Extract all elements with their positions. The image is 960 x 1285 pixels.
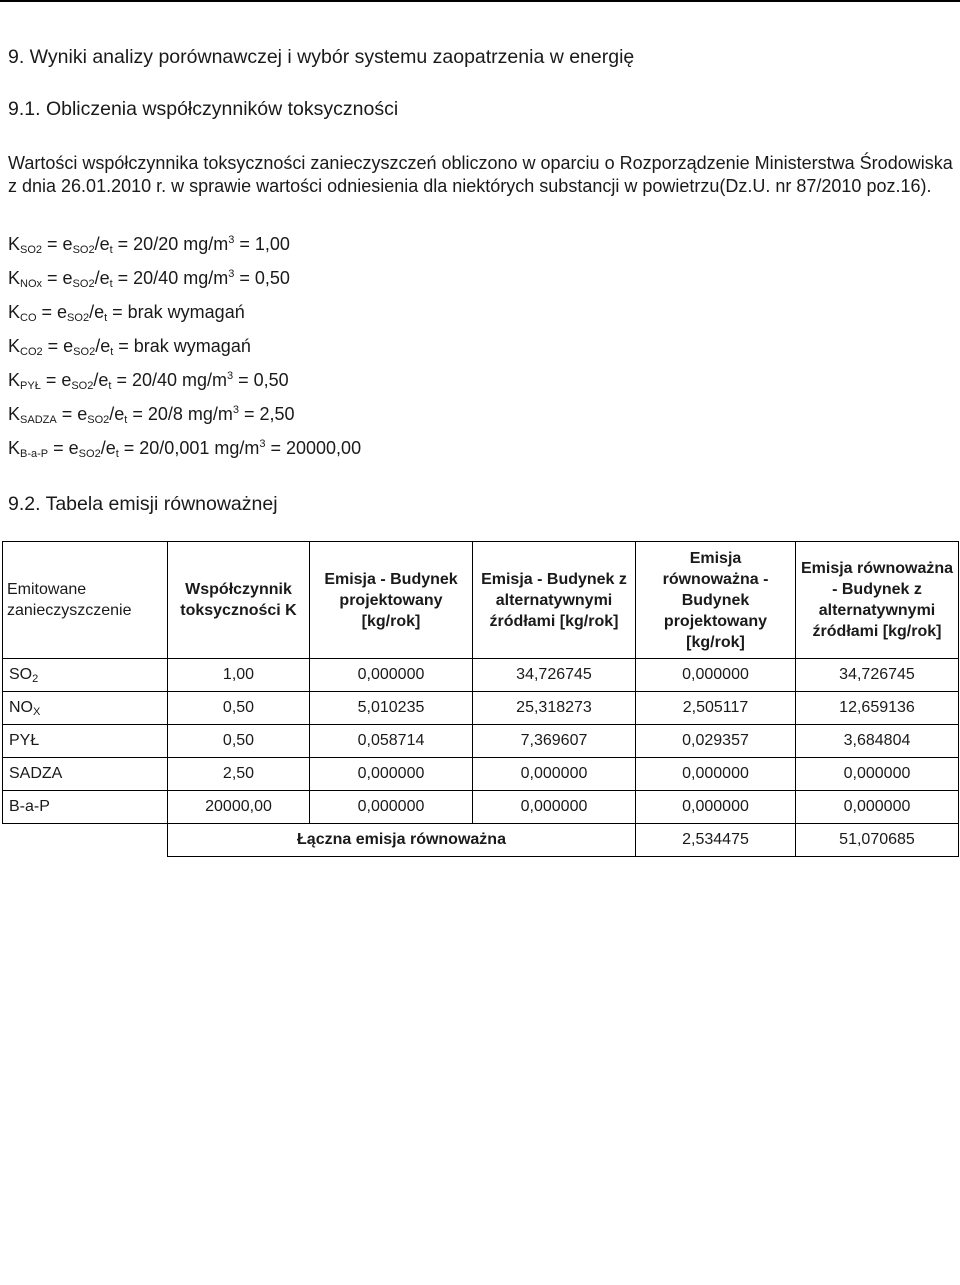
table-row [3, 758, 959, 791]
header-equivalent-designed: Emisja równoważna - Budynek projektowany [kg/rok] [636, 542, 796, 659]
formula-eq: = [42, 336, 64, 356]
formula-t-subscript: t [110, 346, 114, 358]
formula-eq2: = [111, 370, 132, 390]
formula-t-subscript: t [124, 414, 128, 426]
pollutant-name [3, 692, 168, 725]
formula-e-subscript: SO2 [72, 244, 95, 256]
formula-eq2: = [127, 404, 148, 424]
table-row [3, 791, 959, 824]
table-cell: 0,029357 [636, 725, 796, 758]
table-cell: 1,00 [168, 659, 310, 692]
formula-e-subscript: SO2 [72, 278, 95, 290]
table-cell: 0,000000 [310, 758, 473, 791]
pollutant-label: SO [9, 666, 33, 683]
total-row [3, 824, 959, 857]
emission-table [2, 541, 959, 857]
formula-slash: /e [89, 302, 105, 322]
table-cell: 2,50 [168, 758, 310, 791]
pollutant-label: NO [9, 699, 33, 716]
section-heading: 9. Wyniki analizy porównawczej i wybór systemu zaopatrzenia w energię [8, 46, 635, 68]
formula-k-subscript: SADZA [20, 414, 57, 426]
subsection-heading-toxicity: 9.1. Obliczenia współczynników toksyczności [8, 98, 399, 120]
formula-k-subscript: B-a-P [20, 448, 49, 460]
formula-line [8, 302, 245, 323]
pollutant-name [3, 725, 168, 758]
formula-line [8, 438, 361, 459]
formula-rhs: 20/8 mg/m [147, 404, 233, 424]
formula-line [8, 268, 290, 289]
table-cell: 0,000000 [636, 791, 796, 824]
formula-e-subscript: SO2 [67, 312, 90, 324]
formula-eq: = [36, 302, 58, 322]
formula-eq2: = [118, 438, 140, 458]
formula-t-subscript: t [108, 380, 112, 392]
formula-eq: = [40, 370, 62, 390]
table-cell: 7,369607 [473, 725, 636, 758]
formula-t-subscript: t [109, 278, 113, 290]
formula-k: K [8, 370, 21, 390]
intro-paragraph: Wartości współczynnika toksyczności zanieczyszczeń obliczono w oparciu o Rozporządzenie Ministerstwa Środowiska z dnia 26.01.2010 r. w sprawie wartości odniesienia dla niektórych substancji w powietrzu(Dz.U. nr 87/2010 poz.16). [8, 153, 953, 196]
formula-slash: /e [94, 234, 110, 254]
formula-k-subscript: SO2 [20, 244, 43, 256]
formula-e: e [63, 336, 74, 356]
pollutant-name [3, 758, 168, 791]
header-toxicity-coefficient: Współczynnik toksyczności K [168, 542, 310, 659]
formula-e: e [62, 268, 73, 288]
formula-unit-exponent: 3 [232, 404, 240, 416]
formula-k: K [8, 234, 21, 254]
formula-k: K [8, 438, 21, 458]
formula-e: e [68, 438, 79, 458]
table-cell: 34,726745 [473, 659, 636, 692]
subsection-heading-emission-table: 9.2. Tabela emisji równoważnej [8, 493, 278, 515]
table-cell: 5,010235 [310, 692, 473, 725]
formula-eq: = [56, 404, 78, 424]
table-cell: 0,000000 [796, 791, 959, 824]
formula-eq: = [42, 268, 63, 288]
table-header-row [3, 542, 959, 659]
formula-rhs: 20/0,001 mg/m [139, 438, 260, 458]
formula-rhs: 20/40 mg/m [131, 370, 227, 390]
table-cell: 2,505117 [636, 692, 796, 725]
header-emission-designed: Emisja - Budynek projektowany [kg/rok] [310, 542, 473, 659]
formula-eq: = [42, 234, 63, 254]
formula-line [8, 404, 295, 425]
formula-slash: /e [109, 404, 125, 424]
formula-e-subscript: SO2 [87, 414, 110, 426]
pollutant-name [3, 791, 168, 824]
formula-k: K [8, 268, 21, 288]
table-cell: 3,684804 [796, 725, 959, 758]
total-label: Łączna emisja równoważna [168, 824, 636, 857]
formula-unit-exponent: 3 [228, 268, 235, 280]
formula-line [8, 370, 289, 391]
formula-result: = 2,50 [239, 404, 295, 424]
table-cell: 25,318273 [473, 692, 636, 725]
formula-k: K [8, 404, 21, 424]
header-emission-alternative: Emisja - Budynek z alternatywnymi źródłami [kg/rok] [473, 542, 636, 659]
formula-line [8, 336, 251, 357]
table-cell: 0,000000 [473, 758, 636, 791]
formula-k-subscript: NOx [20, 278, 43, 290]
total-value: 2,534475 [636, 824, 796, 857]
formula-result: = 20000,00 [265, 438, 362, 458]
formula-result: = 0,50 [234, 268, 290, 288]
pollutant-label: B-a-P [9, 798, 50, 815]
formula-k-subscript: CO2 [20, 346, 43, 358]
pollutant-name [3, 659, 168, 692]
formula-eq2: = [112, 234, 134, 254]
pollutant-subscript: 2 [32, 673, 39, 685]
table-cell: 0,000000 [310, 659, 473, 692]
formula-e-subscript: SO2 [71, 380, 94, 392]
table-cell: 12,659136 [796, 692, 959, 725]
formula-result: = 0,50 [233, 370, 289, 390]
table-row [3, 725, 959, 758]
formula-k-subscript: CO [20, 312, 37, 324]
header-equivalent-alternative: Emisja równoważna - Budynek z alternatywnymi źródłami [kg/rok] [796, 542, 959, 659]
formula-slash: /e [93, 370, 109, 390]
pollutant-label: PYŁ [9, 732, 40, 749]
pollutant-subscript: X [33, 706, 41, 718]
formula-t-subscript: t [109, 244, 113, 256]
table-cell: 20000,00 [168, 791, 310, 824]
header-pollutant: Emitowane zanieczyszczenie [3, 542, 168, 659]
formula-e: e [57, 302, 68, 322]
table-row [3, 659, 959, 692]
formula-eq2: = [113, 336, 134, 356]
table-cell: 0,000000 [636, 659, 796, 692]
formula-unit-exponent: 3 [228, 234, 235, 246]
table-cell: 0,50 [168, 692, 310, 725]
formula-rhs: 20/40 mg/m [133, 268, 229, 288]
formula-t-subscript: t [104, 312, 108, 324]
top-rule [0, 0, 960, 2]
formula-e: e [62, 234, 73, 254]
formula-eq2: = [107, 302, 128, 322]
table-cell: 0,000000 [473, 791, 636, 824]
formula-rhs: brak wymagań [127, 302, 245, 322]
formula-eq2: = [112, 268, 134, 288]
table-row [3, 692, 959, 725]
formula-e-subscript: SO2 [78, 448, 101, 460]
formula-rhs: 20/20 mg/m [133, 234, 229, 254]
formula-e: e [61, 370, 72, 390]
total-spacer [3, 824, 168, 857]
formula-rhs: brak wymagań [133, 336, 251, 356]
formula-line [8, 234, 290, 255]
formula-k: K [8, 302, 21, 322]
formula-unit-exponent: 3 [227, 370, 234, 382]
formula-k-subscript: PYŁ [20, 380, 41, 392]
table-cell: 0,000000 [796, 758, 959, 791]
formula-result: = 1,00 [234, 234, 290, 254]
table-cell: 0,000000 [636, 758, 796, 791]
total-value: 51,070685 [796, 824, 959, 857]
formula-e-subscript: SO2 [73, 346, 96, 358]
formula-slash: /e [100, 438, 116, 458]
pollutant-label: SADZA [9, 765, 63, 782]
formula-unit-exponent: 3 [259, 438, 266, 450]
table-cell: 0,058714 [310, 725, 473, 758]
formula-t-subscript: t [115, 448, 119, 460]
formula-slash: /e [94, 268, 110, 288]
formula-slash: /e [95, 336, 111, 356]
formula-eq: = [48, 438, 69, 458]
formula-e: e [77, 404, 88, 424]
table-cell: 0,000000 [310, 791, 473, 824]
table-cell: 0,50 [168, 725, 310, 758]
formula-k: K [8, 336, 21, 356]
table-cell: 34,726745 [796, 659, 959, 692]
